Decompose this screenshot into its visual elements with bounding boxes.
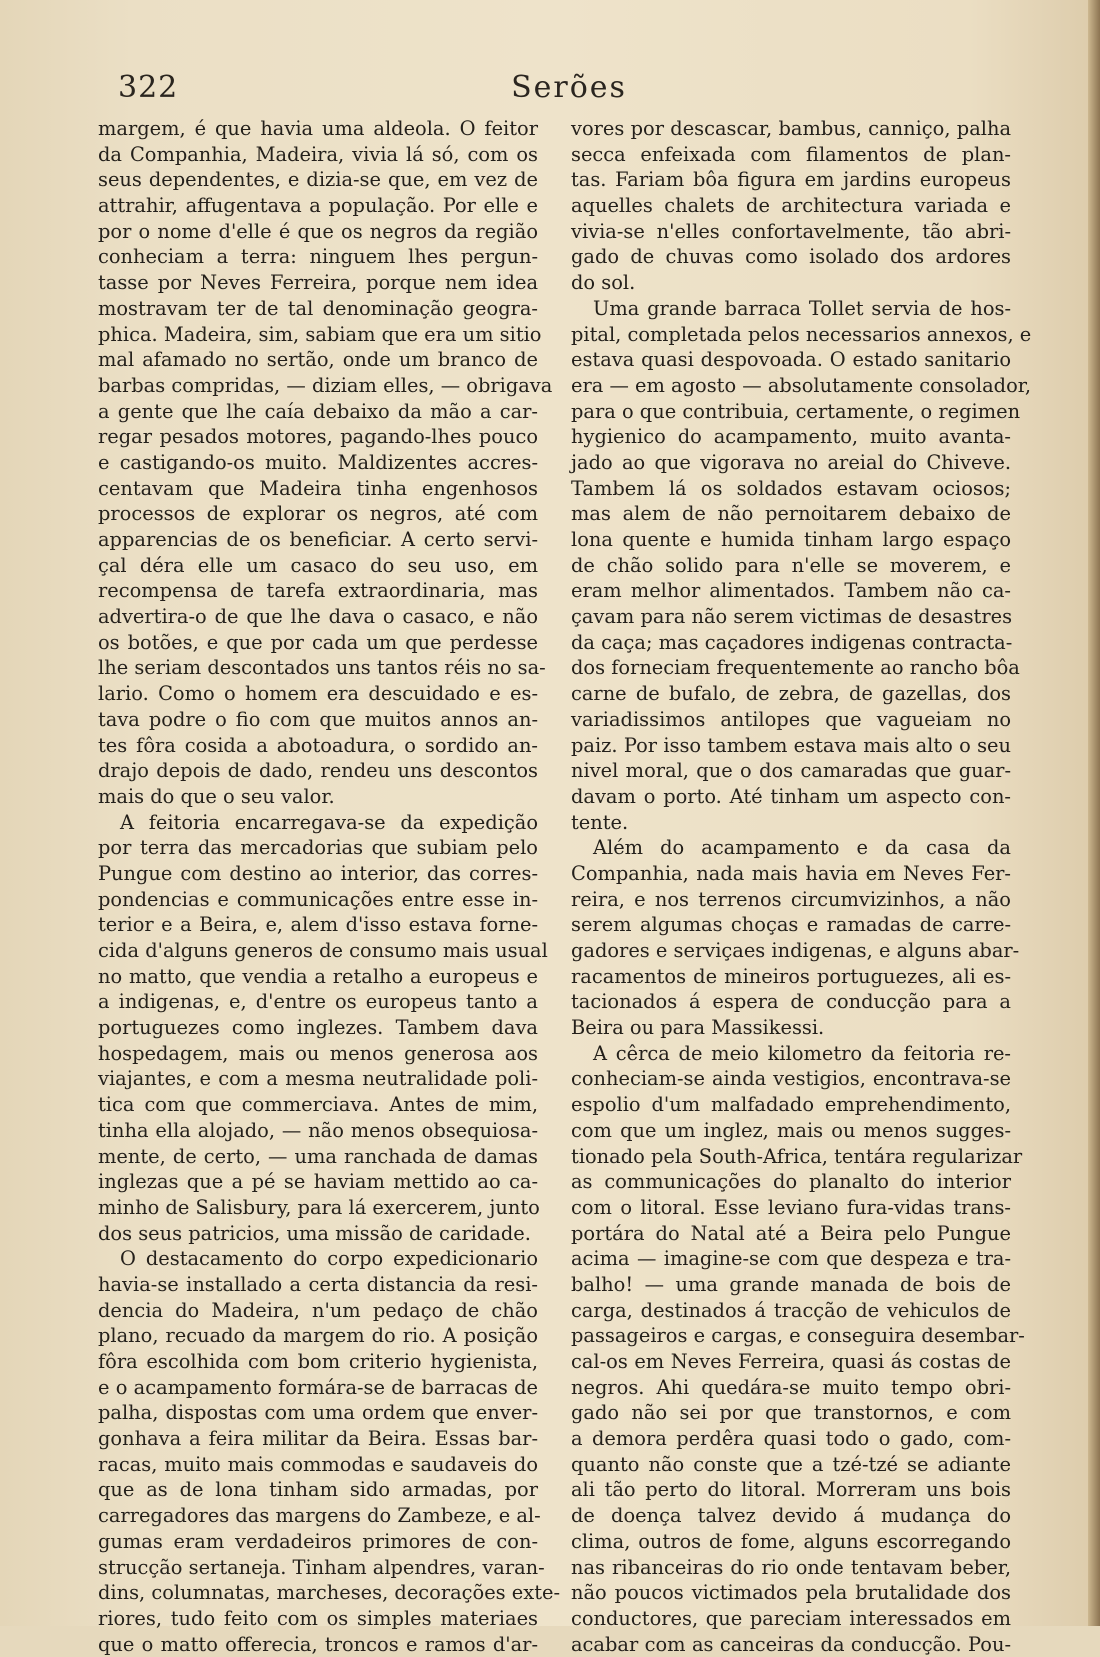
text-line: riores, tudo feito com os simples materiaes (98, 1606, 538, 1630)
text-line: plano, recuado da margem do rio. A posição (98, 1324, 538, 1348)
text-line: conheciam a terra: ninguem lhes pergun- (98, 245, 538, 269)
text-line: carne de bufalo, de zebra, de gazellas, dos (571, 682, 1011, 706)
right-text-column (571, 116, 1032, 1657)
text-line: conductores, que pareciam interessados em (571, 1606, 1011, 1630)
text-line: margem, é que havia uma aldeola. O feitor (98, 117, 538, 140)
text-line: lhe seriam descontados uns tantos réis no sa- (98, 656, 546, 680)
text-line: Uma grande barraca Tollet servia de hos- (593, 296, 1011, 320)
text-line: nas ribanceiras do rio onde tentavam beber, (571, 1555, 1011, 1579)
text-line: dins, columnatas, marcheses, decorações exte- (98, 1581, 561, 1605)
text-line: por o nome d'elle é que os negros da região (98, 219, 538, 243)
text-line: mais do que o seu valor. (98, 784, 335, 808)
text-line: centavam que Madeira tinha engenhosos (98, 476, 538, 500)
text-line: era — em agosto — absolutamente consolador, (571, 373, 1032, 397)
text-line: tinha ella alojado, — não menos obsequiosa- (98, 1118, 538, 1142)
text-line: viajantes, e com a mesma neutralidade poli- (98, 1067, 538, 1091)
page-number: 322 (118, 70, 179, 105)
text-line: as communicações do planalto do interior (571, 1170, 1011, 1194)
text-line: que o matto offerecia, troncos e ramos d'ar- (98, 1632, 538, 1656)
text-line: a gente que lhe caía debaixo da mão a car- (98, 399, 538, 423)
text-line: çavam para não serem victimas de desastres (571, 605, 1013, 629)
text-line: gado de chuvas como isolado dos ardores (571, 245, 1011, 269)
text-line: clima, outros de fome, alguns escorregando (571, 1529, 1011, 1553)
text-line: serem algumas choças e ramadas de carre- (571, 913, 1011, 937)
text-line: a indigenas, e, d'entre os europeus tanto a (98, 990, 538, 1014)
text-line: espolio d'um malfadado emprehendimento, (571, 1093, 1011, 1117)
text-line: tasse por Neves Ferreira, porque nem idea (98, 271, 538, 295)
text-line: vores por descascar, bambus, canniço, palha (571, 117, 1011, 140)
text-line: davam o porto. Até tinham um aspecto con- (571, 784, 1011, 808)
text-line: tacionados á espera de conducção para a (571, 990, 1011, 1014)
text-line: Além do acampamento e da casa da (593, 836, 1011, 860)
text-line: Beira ou para Massikessi. (571, 1016, 825, 1040)
text-line: tas. Fariam bôa figura em jardins europeus (571, 168, 1011, 192)
left-text-column (98, 116, 561, 1657)
text-line: tionado pela South-Africa, tentára regularizar (571, 1144, 1023, 1168)
text-line: mostravam ter de tal denominação geogra- (98, 296, 538, 320)
text-line: acabar com as canceiras da conducção. Pou- (571, 1632, 1011, 1656)
text-line: racas, muito mais commodas e saudaveis do (98, 1452, 538, 1476)
text-line: eram melhor alimentados. Tambem não ca- (571, 579, 1011, 603)
text-line: attrahir, affugentava a população. Por elle e (98, 194, 538, 218)
text-line: çal déra elle um casaco do seu uso, em (98, 553, 538, 577)
text-line: jado ao que vigorava no areial do Chiveve. (571, 450, 1011, 474)
text-line: cal-os em Neves Ferreira, quasi ás costas de (571, 1350, 1011, 1373)
text-line: gado não sei por que transtornos, e com (571, 1401, 1011, 1425)
text-line: minho de Salisbury, para lá exercerem, junto (98, 1195, 540, 1219)
text-line: da caça; mas caçadores indigenas contracta- (571, 630, 1013, 654)
text-line: ali tão perto do litoral. Morreram uns bois (571, 1478, 1011, 1502)
text-line: paiz. Por isso tambem estava mais alto o seu (571, 733, 1011, 757)
text-line: estava quasi despovoada. O estado sanitario (571, 348, 1011, 372)
text-line: tes fôra cosida a abotoadura, o sordido an- (98, 733, 538, 757)
text-line: cida d'alguns generos de consumo mais usual (98, 939, 548, 962)
text-line: dos seus patricios, uma missão de caridade. (98, 1221, 531, 1245)
text-line: tava podre o fio com que muitos annos an- (98, 707, 538, 731)
text-line: de chão solido para n'elle se moverem, e (571, 553, 1011, 577)
text-line: gonhava a feira militar da Beira. Essas bar- (98, 1427, 538, 1451)
text-line: hospedagem, mais ou menos generosa aos (98, 1041, 538, 1065)
text-line: com que um inglez, mais ou menos sugges- (571, 1118, 1011, 1142)
text-line: carregadores das margens do Zambeze, e al- (98, 1504, 541, 1528)
page-header (118, 70, 1020, 110)
text-line: dencia do Madeira, n'um pedaço de chão (98, 1298, 538, 1322)
text-line: e o acampamento formára-se de barracas de (98, 1375, 538, 1399)
text-line: barbas compridas, — diziam elles, — obrigava (98, 373, 553, 397)
text-line: Companhia, nada mais havia em Neves Fer- (571, 861, 1011, 885)
text-line: seus dependentes, e dizia-se que, em vez de (98, 168, 538, 192)
text-line: pondencias e communicações entre esse in- (98, 887, 538, 911)
text-line: palha, dispostas com uma ordem que enver- (98, 1401, 538, 1425)
text-line: lona quente e humida tinham largo espaço (571, 528, 1011, 551)
text-line: A cêrca de meio kilometro da feitoria re- (593, 1041, 1011, 1065)
text-line: tica com que commerciava. Antes de mim, (98, 1093, 538, 1117)
text-line: variadissimos antilopes que vagueiam no (571, 707, 1011, 731)
text-line: O destacamento do corpo expedicionario (120, 1247, 538, 1271)
text-line: que as de lona tinham sido armadas, por (98, 1478, 538, 1502)
text-line: de doença talvez devido á mudança do (571, 1504, 1011, 1528)
text-line: para o que contribuia, certamente, o regimen (571, 399, 1021, 423)
text-line: negros. Ahi quedára-se muito tempo obri- (571, 1375, 1011, 1399)
text-line: drajo depois de dado, rendeu uns descontos (98, 759, 538, 783)
text-line: pital, completada pelos necessarios annexos, e (571, 322, 1032, 346)
text-line: hygienico do acampamento, muito avanta- (571, 425, 1011, 449)
text-line: mente, de certo, — uma ranchada de damas (98, 1144, 538, 1168)
text-line: reira, e nos terrenos circumvizinhos, a não (571, 887, 1011, 911)
text-line: Pungue com destino ao interior, das corres- (98, 861, 538, 885)
text-line: portuguezes como inglezes. Tambem dava (98, 1016, 538, 1040)
text-line: havia-se installado a certa distancia da resi- (98, 1272, 538, 1296)
text-line: terior e a Beira, e, alem d'isso estava forne- (98, 913, 538, 937)
text-line: portára do Natal até a Beira pelo Pungue (571, 1221, 1011, 1245)
text-line: balho! — uma grande manada de bois de (571, 1272, 1011, 1296)
text-line: advertira-o de que lhe dava o casaco, e não (98, 605, 538, 629)
text-line: aquelles chalets de architectura variada e (571, 194, 1011, 218)
text-line: recompensa de tarefa extraordinaria, mas (98, 579, 538, 603)
text-line: lario. Como o homem era descuidado e es- (98, 682, 538, 706)
page-edge (1088, 0, 1100, 1626)
text-line: da Companhia, Madeira, vivia lá só, com os (98, 142, 538, 166)
text-line: gumas eram verdadeiros primores de con- (98, 1529, 538, 1553)
text-line: regar pesados motores, pagando-lhes pouco (98, 425, 538, 449)
text-line: não poucos victimados pela brutalidade dos (571, 1581, 1011, 1605)
text-line: nivel moral, que o dos camaradas que guar- (571, 759, 1011, 783)
text-line: e castigando-os muito. Maldizentes accres- (98, 450, 538, 474)
text-line: racamentos de mineiros portuguezes, ali es- (571, 964, 1011, 988)
text-line: phica. Madeira, sim, sabiam que era um sitio (98, 322, 542, 346)
text-line: do sol. (571, 271, 636, 295)
text-line: secca enfeixada com filamentos de plan- (571, 142, 1011, 166)
text-line: passageiros e cargas, e conseguira desembar- (571, 1324, 1025, 1348)
text-line: no matto, que vendia a retalho a europeus e (98, 964, 538, 988)
text-line: dos forneciam frequentemente ao rancho bôa (571, 656, 1020, 680)
text-line: fôra escolhida com bom criterio hygienista, (98, 1350, 538, 1373)
text-line: conheciam-se ainda vestigios, encontrava-se (571, 1067, 1011, 1091)
text-line: por terra das mercadorias que subiam pelo (98, 836, 538, 860)
text-line: carga, destinados á tracção de vehiculos de (571, 1298, 1011, 1322)
text-line: A feitoria encarregava-se da expedição (120, 810, 538, 834)
text-line: com o litoral. Esse leviano fura-vidas trans- (571, 1195, 1011, 1219)
text-line: strucção sertaneja. Tinham alpendres, varan- (98, 1555, 545, 1579)
running-title: Serões (511, 70, 627, 105)
text-line: processos de explorar os negros, até com (98, 502, 538, 526)
text-line: apparencias de os beneficiar. A certo servi- (98, 528, 538, 551)
text-line: acima — imagine-se com que despeza e tra- (571, 1247, 1011, 1271)
text-line: tente. (571, 810, 629, 834)
text-line: mal afamado no sertão, onde um branco de (98, 348, 538, 372)
text-line: os botões, e que por cada um que perdesse (98, 630, 538, 654)
text-line: mas alem de não pernoitarem debaixo de (571, 502, 1011, 526)
text-line: quanto não conste que a tzé-tzé se adiante (571, 1452, 1011, 1476)
text-line: gadores e serviçaes indigenas, e alguns abar- (571, 939, 1020, 962)
text-line: inglezas que a pé se haviam mettido ao ca- (98, 1170, 538, 1194)
text-line: vivia-se n'elles confortavelmente, tão abri- (571, 219, 1011, 243)
text-line: a demora perdêra quasi todo o gado, com- (571, 1427, 1011, 1451)
text-line: Tambem lá os soldados estavam ociosos; (571, 476, 1011, 500)
